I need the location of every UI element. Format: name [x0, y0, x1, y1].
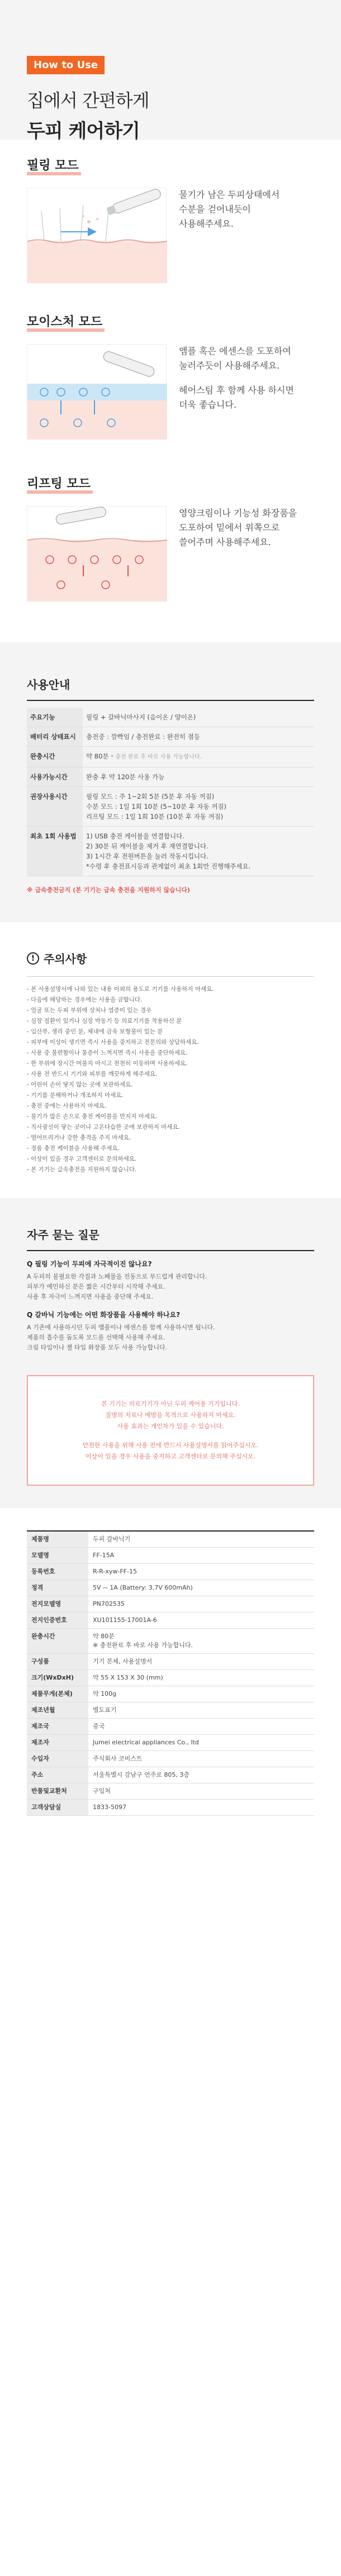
table-row [27, 1800, 314, 1816]
moisture-description: 앰플 혹은 에센스를 도포하여 눌러주듯이 사용해주세요. [179, 346, 291, 371]
list-item: - 이상이 있을 경우 고객센터로 문의하세요. [27, 1156, 137, 1162]
spec-key: 수입자 [27, 1751, 88, 1767]
spec-key: 전지인증번호 [27, 1613, 88, 1629]
spec-value: 두피 갈바닉기 [88, 1531, 314, 1548]
spec-key: 반품및교환처 [27, 1783, 88, 1800]
mode-title: 모이스처 모드 [27, 316, 105, 332]
faq-question: Q 갈바닉 기능에는 어떤 화장품을 사용해야 하나요? [27, 1311, 181, 1319]
spec-key: 전지모델명 [27, 1596, 88, 1613]
list-item: - 사용 전 반드시 기기와 피부를 깨끗하게 해주세요. [27, 1071, 158, 1077]
fast-charge-warning: ※ 급속충전금지 (본 기기는 급속 충전을 지원하지 않습니다) [27, 886, 190, 894]
spec-key: 구성품 [27, 1654, 88, 1670]
row-value: 1) USB 충전 케이블을 연결합니다. 2) 30분 뒤 케이블을 제거 후 재연결합니다. 3) 1시간 후 전원버튼을 눌러 작동시킵니다. *수령 후 충전표시등과 관계없이 최초 1회만 진행해주세요. [83, 827, 314, 876]
list-item: - 한 부위에 장시간 머물지 마시고 천천히 이동하며 사용하세요. [27, 1060, 188, 1067]
charge-note: * 충전 완료 후 바로 사용 가능합니다. [111, 754, 202, 760]
spec-value: 약 100g [88, 1686, 314, 1702]
table-row [27, 1531, 314, 1548]
table-row [27, 1629, 314, 1654]
row-value: 완충 후 약 120분 사용 가능 [83, 767, 314, 787]
table-row [27, 767, 314, 787]
spec-key: 등록번호 [27, 1564, 88, 1580]
caution-list [27, 985, 314, 1175]
spec-key: 제조자 [27, 1735, 88, 1751]
hero-title-line1: 집에서 간편하게 [27, 90, 149, 111]
spec-value: FF-15A [88, 1548, 314, 1564]
table-row [27, 1767, 314, 1783]
spec-value: 별도표기 [88, 1702, 314, 1719]
row-key: 사용가능시간 [27, 767, 83, 787]
row-key: 완충시간 [27, 747, 83, 767]
faq-question: Q 필링 기능이 두피에 자극적이진 않나요? [27, 1260, 152, 1268]
moisture-illustration [27, 344, 167, 439]
table-row [27, 1735, 314, 1751]
table-row [27, 1580, 314, 1596]
table-row [27, 1751, 314, 1767]
spec-key: 제품명 [27, 1531, 88, 1548]
spec-value: 서울특별시 강남구 언주로 805, 3층 [88, 1767, 314, 1783]
caution-heading [27, 950, 314, 966]
list-item: - 얼굴 또는 두피 부위에 상처나 염증이 있는 경우 [27, 1007, 152, 1014]
moisture-mode-section [0, 296, 341, 458]
moisture-description-2: 헤어스팀 후 함께 사용 하시면 더욱 좋습니다. [179, 385, 294, 410]
table-row [27, 1783, 314, 1800]
table-row [27, 1596, 314, 1613]
list-item: - 피부에 이상이 생기면 즉시 사용을 중지하고 전문의와 상담하세요. [27, 1039, 199, 1046]
spec-value: 약 55 X 153 X 30 (mm) [88, 1670, 314, 1686]
spec-key: 완충시간 [27, 1629, 88, 1654]
row-value: 필링 모드 : 주 1~2회 5분 (5분 후 자동 꺼짐) 수분 모드 : 1일 1회 10분 (5~10분 후 자동 꺼짐) 리프팅 모드 : 1일 1회 10분 (10분 후 자동 꺼짐) [83, 787, 314, 827]
spec-key: 고객상담실 [27, 1800, 88, 1816]
spec-value: 구입처 [88, 1783, 314, 1800]
caution-section [0, 922, 341, 1198]
spec-table [27, 1530, 314, 1816]
list-item: - 본 사용설명서에 나와 있는 내용 이외의 용도로 기기를 사용하지 마세요. [27, 986, 214, 993]
table-row [27, 787, 314, 827]
usage-section [0, 642, 341, 922]
spec-section [0, 1508, 341, 1849]
spec-value: 약 80분 ※ 충전완료 후 바로 사용 가능합니다. [88, 1629, 314, 1654]
charge-time: 약 80분 [86, 752, 109, 760]
peeling-illustration [27, 188, 167, 283]
row-key: 배터리 상태표시 [27, 727, 83, 747]
list-item: - 임산부, 생리 중인 분, 체내에 금속 보형물이 있는 분 [27, 1028, 163, 1035]
list-item: - 충전 중에는 사용하지 마세요. [27, 1103, 107, 1109]
peeling-description: 물기가 남은 두피상태에서 수분을 걷어내듯이 사용해주세요. [179, 189, 280, 229]
row-key: 권장사용시간 [27, 787, 83, 827]
list-item: - 직사광선이 닿는 곳이나 고온다습한 곳에 보관하지 마세요. [27, 1124, 180, 1130]
spec-value: 중국 [88, 1719, 314, 1735]
table-row [27, 1686, 314, 1702]
table-row [27, 1719, 314, 1735]
table-row [27, 727, 314, 747]
list-item: - 본 기기는 급속충전을 지원하지 않습니다. [27, 1166, 137, 1173]
list-item: - 물기가 많은 손으로 충전 케이블을 만지지 마세요. [27, 1113, 158, 1120]
list-item: - 떨어뜨리거나 강한 충격을 주지 마세요. [27, 1134, 131, 1141]
usage-table [27, 708, 314, 876]
row-value: 충전중 : 깜빡임 / 충전완료 : 완전히 점등 [83, 727, 314, 747]
table-row [27, 1654, 314, 1670]
list-item: - 다음에 해당하는 경우에는 사용을 금합니다. [27, 996, 143, 1003]
spec-key: 정격 [27, 1580, 88, 1596]
faq-answer: A 두피의 불필요한 각질과 노폐물을 진동으로 부드럽게 관리합니다. 피부가 예민하신 분은 짧은 시간부터 시작해 주세요. 사용 후 자극이 느껴지면 사용을 중단해 주세요. [27, 1273, 207, 1300]
notice-box [27, 1375, 314, 1486]
peeling-mode-section [0, 140, 341, 296]
table-row [27, 1548, 314, 1564]
caution-divider [27, 976, 314, 1175]
table-row [27, 1613, 314, 1629]
faq-section [0, 1198, 341, 1508]
list-item: - 정품 충전 케이블을 사용해 주세요. [27, 1145, 120, 1152]
table-row [27, 747, 314, 767]
usage-title: 사용안내 [27, 676, 314, 701]
row-value: 필링 + 갈바닉마사지 (음이온 / 양이온) [83, 708, 314, 727]
spec-key: 주소 [27, 1767, 88, 1783]
list-item: - 심장 질환이 있거나 심장 박동기 등 의료기기를 착용하신 분 [27, 1018, 182, 1024]
spec-value: XU101155-17001A-6 [88, 1613, 314, 1629]
warning-icon: ! [27, 952, 39, 965]
list-item: - 사용 중 불편함이나 통증이 느껴지면 즉시 사용을 중단하세요. [27, 1050, 188, 1056]
spec-value: 1833-5097 [88, 1800, 314, 1816]
faq-answer: A 기존에 사용하시던 두피 앰플이나 에센스를 함께 사용하시면 됩니다. 제품의 흡수를 돕도록 모드를 선택해 사용해 주세요. 크림 타입이나 젤 타입 화장품 모두 사용 가능합니다. [27, 1324, 215, 1351]
hero [0, 0, 341, 140]
spec-value: 5V ⎓ 1A (Battery: 3.7V 600mAh) [88, 1580, 314, 1596]
spec-key: 제조국 [27, 1719, 88, 1735]
notice-text-2: 안전한 사용을 위해 사용 전에 반드시 사용설명서를 읽어주십시오. 이상이 있을 경우 사용을 중지하고 고객센터로 문의해 주십시오. [82, 1442, 259, 1460]
notice-text-1: 본 기기는 의료기기가 아닌 두피 케어용 기기입니다. 질병의 치료나 예방을 목적으로 사용하지 마세요. 사용 효과는 개인차가 있을 수 있습니다. [101, 1400, 240, 1430]
hero-title-line2: 두피 케어하기 [27, 120, 140, 142]
lifting-mode-section [0, 458, 341, 626]
list-item: - 어린이 손이 닿지 않는 곳에 보관하세요. [27, 1081, 133, 1088]
peeling-diagram-icon [27, 188, 167, 283]
spec-key: 제조년월 [27, 1702, 88, 1719]
row-value [83, 747, 314, 767]
row-key: 주요기능 [27, 708, 83, 727]
table-row [27, 827, 314, 876]
mode-title: 필링 모드 [27, 160, 81, 175]
how-to-use-tag: How to Use [27, 56, 105, 74]
spec-key: 제품무게(본체) [27, 1686, 88, 1702]
spec-value: 주식회사 코비스트 [88, 1751, 314, 1767]
table-row [27, 1564, 314, 1580]
faq-title: 자주 묻는 질문 [27, 1226, 314, 1251]
moisture-diagram-icon [27, 345, 167, 440]
row-key: 최초 1회 사용법 [27, 827, 83, 876]
table-row [27, 1670, 314, 1686]
lifting-description: 영양크림이나 기능성 화장품을 도포하여 밑에서 위쪽으로 쓸어주며 사용해주세요. [179, 508, 297, 547]
spec-value: 기기 본체, 사용설명서 [88, 1654, 314, 1670]
caution-title: 주의사항 [44, 952, 87, 966]
table-row [27, 708, 314, 727]
spec-key: 모델명 [27, 1548, 88, 1564]
spec-value: Jumei electrical appliances Co., ltd [88, 1735, 314, 1751]
mode-title: 리프팅 모드 [27, 478, 93, 494]
spec-value: R-R-xyw-FF-15 [88, 1564, 314, 1580]
spec-key: 크기(WxDxH) [27, 1670, 88, 1686]
spec-value: PN702535 [88, 1596, 314, 1613]
lifting-illustration [27, 506, 167, 601]
table-row [27, 1702, 314, 1719]
lifting-diagram-icon [27, 507, 167, 602]
list-item: - 기기를 분해하거나 개조하지 마세요. [27, 1092, 124, 1099]
